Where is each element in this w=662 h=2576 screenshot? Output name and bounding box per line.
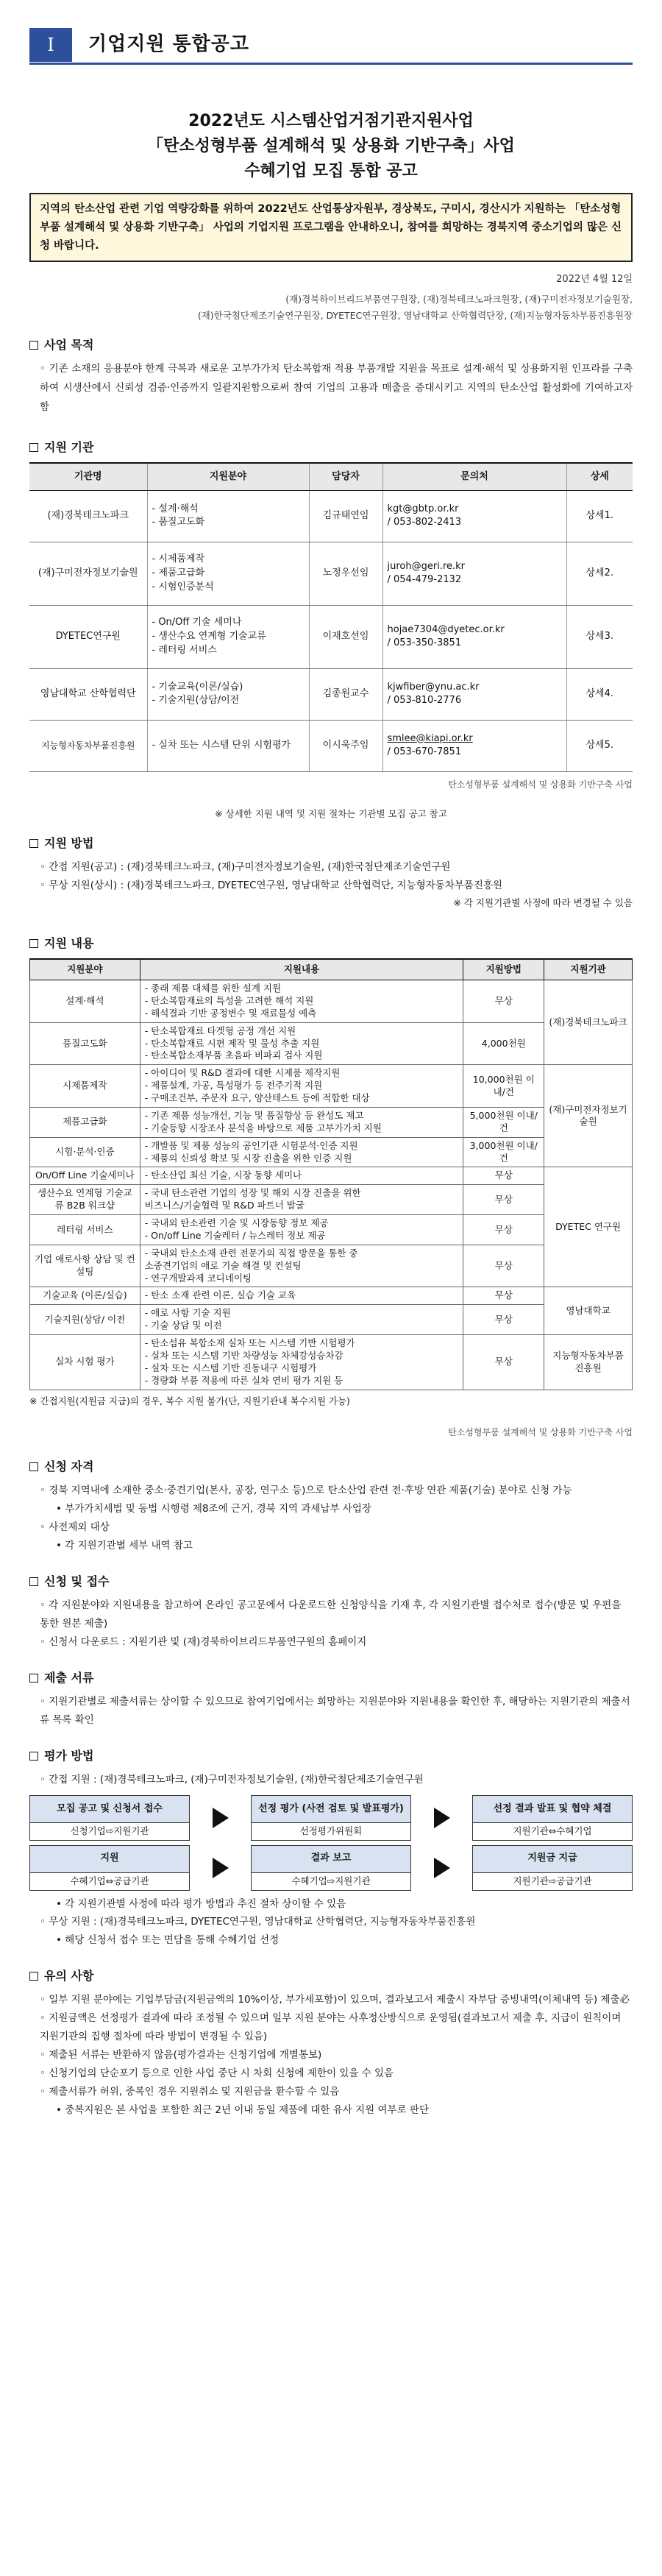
agency-note: ※ 상세한 지원 내역 및 지원 절차는 기관별 모집 공고 참고	[215, 807, 447, 819]
email-link[interactable]: hojae7304@dyetec.or.kr	[387, 623, 505, 635]
support-agency: 지능형자동차부품진흥원	[544, 1335, 633, 1390]
support-agency: (재)경북테크노파크	[544, 980, 633, 1065]
content-line: - 실차 또는 시스템 기반 진동내구 시험평가	[144, 1362, 317, 1373]
phone-number: / 053-810-2776	[387, 695, 462, 707]
field-item: - 레터링 서비스	[152, 644, 217, 656]
evaluation-intro: ◦ 간접 지원 : (재)경북테크노파크, (재)구미전자정보기술원, (재)한국첨단제조기술연구원	[40, 1774, 424, 1786]
content-line: - 국내 탄소관련 기업의 성장 및 해외 시장 진출을 위한	[144, 1187, 361, 1199]
checkbox-bullet-icon	[29, 1674, 38, 1682]
orgs-line: (재)경북하이브리드부품연구원장, (재)경북테크노파크원장, (재)구미전자정보기술원장,	[285, 293, 633, 305]
support-content	[140, 1185, 463, 1215]
table-row	[30, 1287, 633, 1305]
section-evaluation	[29, 1747, 633, 1765]
agency-inquiry	[382, 668, 566, 720]
detail-link[interactable]: 상세5.	[566, 720, 633, 771]
right-arrow-icon	[434, 1858, 450, 1878]
content-line: - 탄소복합재료 타겟형 공정 개선 지원	[144, 1025, 296, 1036]
table-row	[30, 1185, 633, 1215]
flow-step-actor: 선정평가위원회	[251, 1823, 411, 1841]
agency-fields	[147, 542, 309, 605]
support-content	[140, 1305, 463, 1335]
section-heading: 지원 내용	[44, 936, 94, 951]
support-method: 10,000천원 이내/건	[463, 1065, 544, 1108]
support-content	[140, 1335, 463, 1390]
section-application	[29, 1573, 633, 1590]
support-field: 생산수요 연계형 기술교류 B2B 워크샵	[30, 1185, 140, 1215]
content-line: - 제품설계, 가공, 특성평가 등 전주기적 지원	[144, 1080, 323, 1091]
column-header: 문의처	[382, 463, 566, 490]
table-row	[29, 605, 633, 668]
table-row	[29, 542, 633, 605]
support-content	[140, 1107, 463, 1137]
column-header: 지원방법	[463, 959, 544, 980]
section-heading: 지원 방법	[44, 835, 94, 850]
flow-step-title: 모집 공고 및 신청서 접수	[29, 1795, 190, 1823]
agency-name: DYETEC연구원	[29, 605, 147, 668]
list-item: • 부가가치세법 및 동법 시행령 제8조에 근거, 경북 지역 과세납부 사업장	[56, 1503, 371, 1515]
section-heading: 신청 자격	[44, 1459, 94, 1474]
email-link[interactable]: kjwfiber@ynu.ac.kr	[387, 681, 480, 693]
process-flow	[29, 1795, 633, 1891]
checkbox-bullet-icon	[29, 1972, 38, 1981]
content-line: 비즈니스/기술협력 및 R&D 파트너 발굴	[144, 1200, 305, 1211]
support-field: 시험·분석·인증	[30, 1137, 140, 1167]
column-header: 지원분야	[147, 463, 309, 490]
support-method: 무상	[463, 1335, 544, 1390]
support-field: 제품고급화	[30, 1107, 140, 1137]
table-header-row	[29, 463, 633, 490]
content-line: - 종래 제품 대체를 위한 설계 지원	[144, 983, 282, 994]
detail-link[interactable]: 상세3.	[566, 605, 633, 668]
field-item: - 기술지원(상담/이전	[152, 695, 240, 707]
section-title: 기업지원 통합공고	[88, 33, 249, 55]
checkbox-bullet-icon	[29, 341, 38, 350]
checkbox-bullet-icon	[29, 1577, 38, 1586]
purpose-text: ◦ 기존 소재의 응용분야 한계 극복과 새로운 고부가가치 탄소복합재 적용 부품개발 지원을 목표로 설계·해석 및 상용화지원 인프라를 구축하여 시생산에서 신뢰성 검증·인증까지 일괄지원함으로써 참여 기업의 고용과 매출을 증대시키고 지역의 탄소산업 활성화에 기여하고자 함	[40, 363, 633, 413]
method-note: ※ 각 지원기관별 사정에 따라 변경될 수 있음	[453, 896, 633, 908]
right-arrow-icon	[213, 1858, 229, 1878]
table-row	[29, 668, 633, 720]
agency-contact: 김종원교수	[309, 668, 382, 720]
table-row	[30, 1137, 633, 1167]
list-item: ◦ 제출서류가 허위, 중복인 경우 지원취소 및 지원금을 환수할 수 있음	[40, 2086, 340, 2098]
agency-contact: 노정우선임	[309, 542, 382, 605]
support-source: 탄소성형부품 설계해석 및 상용화 기반구축 사업	[448, 1427, 633, 1438]
list-item: ◦ 각 지원분야와 지원내용을 참고하여 온라인 공고문에서 다운로드한 신청양식을 기재 후, 각 지원기관별 접수처로 접수(방문 및 우편을 통한 원본 제출)	[40, 1599, 622, 1630]
agency-contact: 김규태연임	[309, 490, 382, 542]
list-item: ◦ 제출된 서류는 반환하지 않음(평가결과는 신청기업에 개별통보)	[40, 2049, 322, 2062]
support-field: 실차 시험 평가	[30, 1335, 140, 1390]
support-method: 무상	[463, 1305, 544, 1335]
phone-number: / 054-479-2132	[387, 574, 462, 586]
support-content	[140, 1065, 463, 1108]
content-line: - 탄소복합소재부품 초음파 비파괴 검사 지원	[144, 1050, 323, 1061]
support-content	[140, 1022, 463, 1065]
support-method: 무상	[463, 1215, 544, 1245]
table-row	[30, 1305, 633, 1335]
column-header: 상세	[566, 463, 633, 490]
right-arrow-icon	[213, 1808, 229, 1828]
email-link[interactable]: kgt@gbtp.or.kr	[387, 503, 459, 514]
support-note: ※ 간접지원(지원금 지급)의 경우, 복수 지원 불가(단, 지원기관내 복수지원 가능)	[29, 1395, 350, 1406]
phone-number: / 053-670-7851	[387, 746, 462, 758]
support-table	[29, 958, 633, 1390]
support-method: 5,000천원 이내/건	[463, 1107, 544, 1137]
content-line: - 기존 제품 성능개선, 기능 및 품질향상 등 완성도 제고	[144, 1109, 364, 1121]
content-line: - 탄소 소재 관련 이론, 실습 기술 교육	[144, 1289, 296, 1301]
flow-step-title: 지원	[29, 1845, 190, 1873]
title-line: 수혜기업 모집 통합 공고	[244, 162, 418, 181]
section-content	[29, 935, 633, 952]
support-field: 설계·해석	[30, 980, 140, 1023]
section-heading: 제출 서류	[44, 1671, 94, 1685]
support-method: 무상	[463, 980, 544, 1023]
notice-date: 2022년 4월 12일	[556, 274, 633, 286]
content-line: - 해석결과 기반 공정변수 및 재료물성 예측	[144, 1007, 317, 1019]
agency-name: (재)경북테크노파크	[29, 490, 147, 542]
column-header: 지원기관	[544, 959, 633, 980]
content-line: - 경량화 부품 적용에 따른 실차 연비 평가 지원 등	[144, 1374, 344, 1386]
section-method	[29, 835, 633, 852]
email-link[interactable]: juroh@geri.re.kr	[387, 560, 466, 572]
list-item: ◦ 지원금액은 선정평가 결과에 따라 조정될 수 있으며 일부 지원 분야는 사후정산방식으로 운영됨(결과보고서 제출 후, 지급이 원칙이며 지원기관의 집행 절차에 따라 방법이 변경될 수 있음)	[40, 2012, 622, 2043]
agency-inquiry	[382, 605, 566, 668]
agency-table	[29, 462, 633, 772]
list-item: ◦ 지원기관별로 제출서류는 상이할 수 있으므로 참여기업에서는 희망하는 지원분야와 지원내용을 확인한 후, 해당하는 지원기관의 제출서류 목록 확인	[40, 1696, 630, 1727]
table-row	[29, 490, 633, 542]
field-item: - 기술교육(이론/실습)	[152, 681, 243, 693]
table-row	[30, 1022, 633, 1065]
content-line: - 탄소산업 최신 기술, 시장 동향 세미나	[144, 1170, 302, 1181]
section-heading: 유의 사항	[44, 1969, 94, 1984]
table-row	[29, 720, 633, 771]
application-list	[29, 1596, 633, 1652]
support-field: 시제품제작	[30, 1065, 140, 1108]
support-field: 기술지원(상담/ 이전	[30, 1305, 140, 1335]
content-line: - On/off Line 기술레터 / 뉴스레터 정보 제공	[144, 1229, 326, 1241]
detail-link[interactable]: 상세4.	[566, 668, 633, 720]
field-item: - 시험인증분석	[152, 581, 214, 592]
field-item: - 품질고도화	[152, 517, 205, 528]
field-item: - 제품고급화	[152, 567, 205, 578]
eligibility-list	[29, 1482, 633, 1555]
checkbox-bullet-icon	[29, 1752, 38, 1761]
support-agency: (재)구미전자정보기술원	[544, 1065, 633, 1167]
support-method: 무상	[463, 1245, 544, 1287]
right-arrow-icon	[434, 1808, 450, 1828]
intro-box: 지역의 탄소산업 관련 기업 역량강화를 위하여 2022년도 산업통상자원부, 경상북도, 구미시, 경산시가 지원하는 「탄소성형부품 설계해석 및 상용화 기반구축」 사업의 기업지원 프로그램을 안내하오니, 참여를 희망하는 경북지역 중소기업의 많은 신청 바랍니다.	[29, 193, 633, 262]
detail-link[interactable]: 상세1.	[566, 490, 633, 542]
title-line: 2022년도 시스템산업거점기관지원사업	[188, 112, 474, 130]
flow-step-title: 선정 평가 (사전 검토 및 발표평가)	[251, 1795, 411, 1823]
checkbox-bullet-icon	[29, 939, 38, 948]
flow-step	[29, 1795, 190, 1841]
detail-link[interactable]: 상세2.	[566, 542, 633, 605]
field-item: - On/Off 기술 세미나	[152, 617, 242, 629]
list-item: ◦ 일부 지원 분야에는 기업부담금(지원금액의 10%이상, 부가세포함)이 있으며, 결과보고서 제출시 자부담 증빙내역(이체내역 등) 제출必	[40, 1994, 630, 2006]
section-agencies	[29, 439, 633, 456]
checkbox-bullet-icon	[29, 1462, 38, 1471]
agency-inquiry	[382, 720, 566, 771]
content-line: - 실차 또는 시스템 기반 차량성능 차체강성승차감	[144, 1349, 344, 1361]
support-method: 4,000천원	[463, 1022, 544, 1065]
table-row	[30, 1335, 633, 1390]
content-line: - 국내외 탄소관련 기술 및 시장동향 정보 제공	[144, 1217, 329, 1229]
phone-number: / 053-350-3851	[387, 637, 462, 649]
flow-step	[251, 1845, 411, 1891]
method-line: ◦ 간접 지원(공고) : (재)경북테크노파크, (재)구미전자정보기술원, (재)한국첨단제조기술연구원	[40, 860, 451, 873]
flow-step	[472, 1795, 633, 1841]
flow-step-title: 결과 보고	[251, 1845, 411, 1873]
content-line: - 구매조건부, 주문자 요구, 양산테스트 등에 적합한 대상	[144, 1092, 370, 1104]
flow-step-title: 선정 결과 발표 및 협약 체결	[472, 1795, 633, 1823]
content-line: - 탄소복합재료의 특성을 고려한 해석 지원	[144, 994, 314, 1006]
content-line: 소중견기업의 애로 기술 해결 및 컨설팅	[144, 1259, 302, 1271]
agency-name: 지능형자동차부품진흥원	[29, 720, 147, 771]
flow-step-title: 지원금 지급	[472, 1845, 633, 1873]
content-line: - 국내외 탄소소재 관련 전문가의 직접 방문을 통한 중	[144, 1247, 358, 1259]
list-item: ◦ 사전제외 대상	[40, 1521, 110, 1534]
flow-step	[472, 1845, 633, 1891]
table-row	[30, 1107, 633, 1137]
notice-title	[29, 109, 633, 184]
orgs-line: (재)한국첨단제조기술연구원장, DYETEC연구원장, 영남대학교 산학협력단장, (재)지능형자동차부품진흥원장	[197, 309, 633, 321]
support-agency: 영남대학교	[544, 1287, 633, 1335]
support-agency: DYETEC 연구원	[544, 1167, 633, 1287]
email-link[interactable]: smlee@kiapi.or.kr	[387, 732, 473, 744]
support-field: 기술교육 (이론/실습)	[30, 1287, 140, 1305]
title-line: 「탄소성형부품 설계해석 및 상용화 기반구축」사업	[147, 137, 515, 156]
content-line: - 개발품 및 제품 성능의 공인기관 시험분석·인증 지원	[144, 1139, 358, 1151]
content-line: - 탄소복합재료 시편 제작 및 물성 추출 지원	[144, 1037, 320, 1049]
table-row	[30, 1215, 633, 1245]
agency-fields	[147, 605, 309, 668]
flow-step-actor: 수혜기업⇔공급기관	[29, 1873, 190, 1891]
section-documents	[29, 1669, 633, 1687]
content-line: - 기술 상담 및 이전	[144, 1320, 222, 1331]
support-field: 기업 애로사항 상담 및 컨설팅	[30, 1245, 140, 1287]
support-method: 무상	[463, 1287, 544, 1305]
table-row	[30, 1065, 633, 1108]
content-line: - 기술등향 시장조사 분석을 바탕으로 제품 고부가가치 지원	[144, 1122, 382, 1133]
content-line: - 탄소섬유 복합소재 실차 또는 시스템 기반 시험평가	[144, 1337, 355, 1349]
list-item: ◦ 신청기업의 단순포기 등으로 인한 사업 중단 시 차회 신청에 제한이 있을 수 있음	[40, 2067, 394, 2080]
flow-step-actor: 수혜기업⇨지원기관	[251, 1873, 411, 1891]
field-item: - 시제품제작	[152, 553, 205, 565]
field-item: - 실차 또는 시스템 단위 시험평가	[147, 720, 309, 771]
flow-row	[29, 1795, 633, 1841]
section-eligibility	[29, 1458, 633, 1476]
section-heading: 신청 및 접수	[44, 1574, 110, 1589]
column-header: 지원분야	[30, 959, 140, 980]
section-number: Ⅰ	[29, 28, 72, 62]
list-item: • 각 지원기관별 세부 내역 참고	[56, 1540, 193, 1552]
method-line: ◦ 무상 지원(상시) : (재)경북테크노파크, DYETEC연구원, 영남대학교 산학협력단, 지능형자동차부품진흥원	[40, 879, 502, 891]
list-item: • 중복지원은 본 사업을 포함한 최근 2년 이내 동일 제품에 대한 유사 지원 여부로 판단	[56, 2104, 429, 2117]
column-header: 지원내용	[140, 959, 463, 980]
list-item: ◦ 경북 지역내에 소재한 중소·중견기업(본사, 공장, 연구소 등)으로 탄소산업 관련 전·후방 연관 제품(기술) 분야로 신청 가능	[40, 1485, 572, 1497]
list-item: ◦ 신청서 다운로드 : 지원기관 및 (재)경북하이브리드부품연구원의 홈페이지	[40, 1636, 367, 1649]
flow-step	[251, 1795, 411, 1841]
support-method: 무상	[463, 1185, 544, 1215]
table-header-row	[30, 959, 633, 980]
field-item: - 생산수요 연계형 기술교류	[152, 630, 266, 642]
agency-fields	[147, 490, 309, 542]
agency-inquiry	[382, 490, 566, 542]
field-item: - 설계·해석	[152, 503, 199, 514]
phone-number: / 053-802-2413	[387, 517, 462, 528]
list-item: • 각 지원기관별 사정에 따라 평가 방법과 추진 절차 상이할 수 있음	[56, 1897, 346, 1910]
section-heading: 평가 방법	[44, 1749, 94, 1763]
flow-step-actor: 지원기관⇔수혜기업	[472, 1823, 633, 1841]
flow-step	[29, 1845, 190, 1891]
support-content	[140, 1287, 463, 1305]
content-line: - 아이디어 및 R&D 결과에 대한 시제품 제작지원	[144, 1067, 341, 1079]
agency-name: 영남대학교 산학협력단	[29, 668, 147, 720]
caution-list	[29, 1991, 633, 2120]
support-field: On/Off Line 기술세미나	[30, 1167, 140, 1185]
agency-name: (재)구미전자정보기술원	[29, 542, 147, 605]
checkbox-bullet-icon	[29, 839, 38, 848]
section-heading: 사업 목적	[44, 338, 94, 353]
support-content	[140, 980, 463, 1023]
flow-step-actor: 지원기관⇨공급기관	[472, 1873, 633, 1891]
documents-list	[29, 1693, 633, 1730]
flow-row	[29, 1845, 633, 1891]
evaluation-list	[29, 1895, 633, 1950]
support-method: 무상	[463, 1167, 544, 1185]
agency-fields	[147, 668, 309, 720]
table-row	[30, 980, 633, 1023]
support-field: 레터링 서비스	[30, 1215, 140, 1245]
agency-contact: 이시욱주임	[309, 720, 382, 771]
list-item: ◦ 무상 지원 : (재)경북테크노파크, DYETEC연구원, 영남대학교 산학협력단, 지능형자동차부품진흥원	[40, 1916, 476, 1928]
section-heading: 지원 기관	[44, 440, 94, 455]
content-line: - 제품의 신뢰성 확보 및 시장 진출을 위한 인증 지원	[144, 1152, 352, 1164]
content-line: - 애로 사항 기술 지원	[144, 1307, 231, 1319]
content-line: - 연구개발과제 코디네이팅	[144, 1272, 252, 1284]
section-banner	[29, 26, 633, 65]
flow-step-actor: 신청기업⇨지원기관	[29, 1823, 190, 1841]
list-item: • 해당 신청서 접수 또는 면담을 통해 수혜기업 선정	[56, 1934, 280, 1947]
issuing-orgs	[29, 291, 633, 324]
section-purpose	[29, 336, 633, 354]
agency-contact: 이재호선임	[309, 605, 382, 668]
support-content	[140, 1137, 463, 1167]
agency-inquiry	[382, 542, 566, 605]
column-header: 담당자	[309, 463, 382, 490]
table-row	[30, 1167, 633, 1185]
column-header: 기관명	[29, 463, 147, 490]
support-field: 품질고도화	[30, 1022, 140, 1065]
agency-source: 탄소성형부품 설계해석 및 상용화 기반구축 사업	[448, 779, 633, 790]
support-content	[140, 1245, 463, 1287]
table-row	[30, 1245, 633, 1287]
support-content	[140, 1215, 463, 1245]
support-content	[140, 1167, 463, 1185]
support-method: 3,000천원 이내/건	[463, 1137, 544, 1167]
checkbox-bullet-icon	[29, 443, 38, 452]
section-caution	[29, 1967, 633, 1985]
